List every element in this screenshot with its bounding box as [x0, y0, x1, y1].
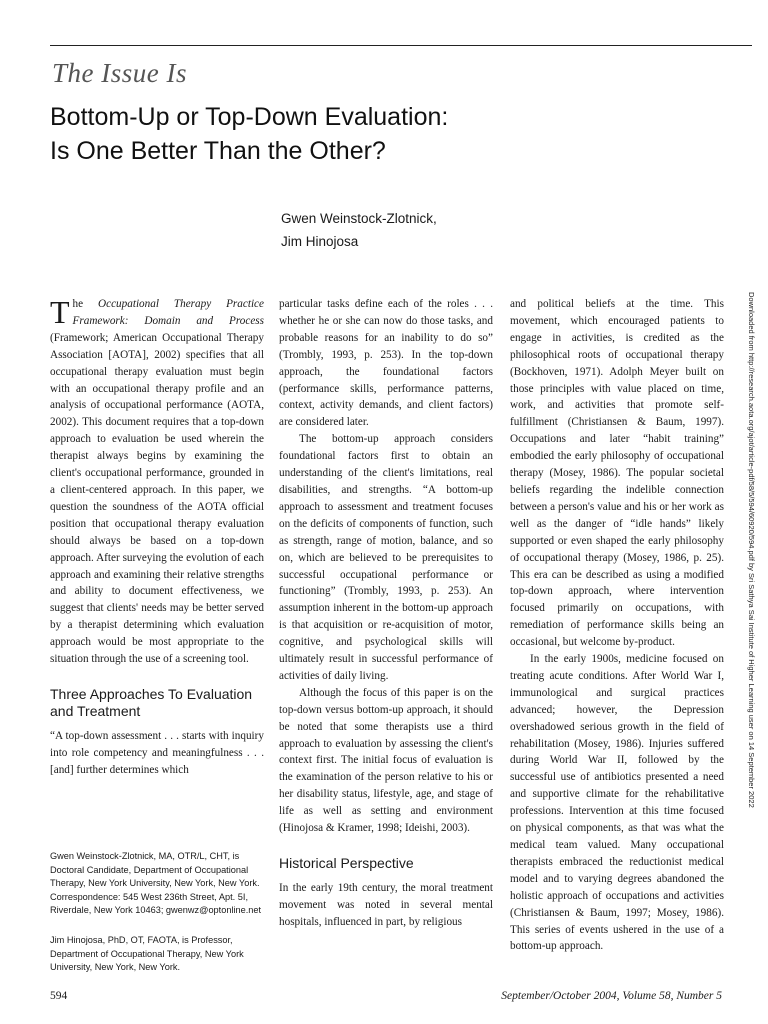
- column-1: [50, 296, 264, 779]
- section-label: The Issue Is: [52, 58, 187, 88]
- paragraph: The bottom-up approach considers foundational factors first to obtain an understanding of the client's limitations, real disabilities, and strengths. “A bottom-up approach to assessment and treatment focuses on the deficits of components of function, such as strength, range of motion, balance, and so on, which are believed to be prerequisites to successful occupational performance or functioning” (Trombly, 1993, p. 253). An assumption inherent in the bottom-up approach is that acquisition or re-acquisition of motor, cognitive, and psychological skills will ultimately result in successful performance of activities of daily living.: [279, 433, 493, 682]
- framework-title: Occupational Therapy Practice Framework: Domain and Process: [72, 298, 264, 327]
- top-rule: [50, 45, 752, 46]
- intro-paragraph: The Occupational Therapy Practice Framework: Domain and Process (Framework; American Occupational Therapy Association [AOTA], 2002) specifies that all occupational therapy evaluation must begin with an occupational therapy profile and an analysis of occupational performance (AOTA, 2002). This document requires that a top-down approach to evaluation be used wherein the therapist always begins by examining the client's occupational performance, grounded in a client-centered approach. In this paper, we question the soundness of the AOTA official position that occupational therapy evaluation should always be based on a top-down approach. After surveying the evolution of each approach and examining their relative strengths and ability to document effectiveness, we suggest that clients' needs may be better served by a therapist determining which evaluation approach would be most appropriate to the situation through the use of a screening tool.: [50, 294, 264, 666]
- author-line-2: Jim Hinojosa: [281, 234, 359, 249]
- paragraph: In the early 1900s, medicine focused on treating acute conditions. After World War I, immunological and surgical practices advanced; however, the Depression overshadowed serious growth in the field of rehabilitation (Mosey, 1986). Injuries suffered during World War II, followed by the successful use of antibiotics presented a need and supportive climate for the rehabilitative professions. Intervention at this time focused on physical components, as that was what the medical team valued. Many occupational therapists embraced the reductionist medical model and to varying degrees abandoned the holistic approach of occupations and activities (Christiansen & Baum, 1997; Mosey, 1986). This series of events ushered in the use of a bottom-up approach.: [510, 653, 724, 953]
- section-heading-approaches: Three Approaches To Evaluation and Treatment: [50, 685, 253, 719]
- article-title: [50, 100, 650, 168]
- section-heading-history: Historical Perspective: [279, 855, 414, 871]
- paragraph: “A top-down assessment . . . starts with inquiry into role competency and meaningfulness . . . [and] further determines which: [50, 729, 264, 776]
- author-list: [281, 207, 437, 253]
- title-line-2: Is One Better Than the Other?: [50, 137, 386, 165]
- author-footnote-1: Gwen Weinstock-Zlotnick, MA, OTR/L, CHT, is Doctoral Candidate, Department of Occupational Therapy, New York University, New York, New York. Correspondence: 545 West 236th Street, Apt. 5I, Riverdale, New York 10463; gwenwz@optonline.net: [50, 851, 262, 915]
- download-watermark: Downloaded from http://research.aota.org/ajot/article-pdf/58/5/594/60920/594.pdf by Sri Sathya Sai Institute of Higher Learning user on 14 September 2022: [747, 292, 756, 808]
- page-number: 594: [50, 990, 68, 1002]
- column-2: [279, 296, 493, 931]
- paragraph: In the early 19th century, the moral treatment movement was noted in several mental hospitals, influenced in part, by religious: [279, 882, 493, 928]
- title-line-1: Bottom-Up or Top-Down Evaluation:: [50, 103, 449, 131]
- author-footnote-2: Jim Hinojosa, PhD, OT, FAOTA, is Professor, Department of Occupational Therapy, New York University, New York, New York.: [50, 935, 244, 972]
- paragraph: Although the focus of this paper is on the top-down versus bottom-up approach, it should be noted that some therapists use a third approach to evaluation by assessing the client's context first. The initial focus of evaluation is the examination of the person relative to his or her disability status, lifestyle, age, and stage of life as well as setting and environment (Hinojosa & Kramer, 1998; Ideishi, 2003).: [279, 686, 493, 835]
- column-3: [510, 296, 724, 955]
- author-line-1: Gwen Weinstock-Zlotnick,: [281, 211, 437, 226]
- journal-info: September/October 2004, Volume 58, Number 5: [501, 990, 722, 1002]
- paragraph: particular tasks define each of the roles . . . whether he or she can now do those tasks, and probable reasons for an inability to do so” (Trombly, 1993, p. 253). In the top-down approach, the foundational factors (performance skills, performance patterns, context, activity demands, and client factors) are considered later.: [279, 298, 493, 429]
- paragraph: and political beliefs at the time. This movement, which encouraged patients to engage in activities, is credited as the philosophical roots of occupational therapy (Bockhoven, 1971). Adolph Meyer built on those principles with value placed on time, work, and activities that promote self-fulfillment (Christiansen & Baum, 1997). Occupations and later “habit training” embodied the early philosophy of occupational therapy (Mosey, 1986). The popular societal beliefs regarding the indelible connection between a person's value and his or her work as well as the danger of “idle hands” likely supported or even shaped the early philosophy of occupational therapy (Mosey, 1986, p. 25). This era can be described as using a modified top-down approach, where intervention focused primarily on occupations, with remediation of performance skills being an occasional, but welcome by-product.: [510, 298, 724, 649]
- drop-cap: T: [50, 294, 70, 330]
